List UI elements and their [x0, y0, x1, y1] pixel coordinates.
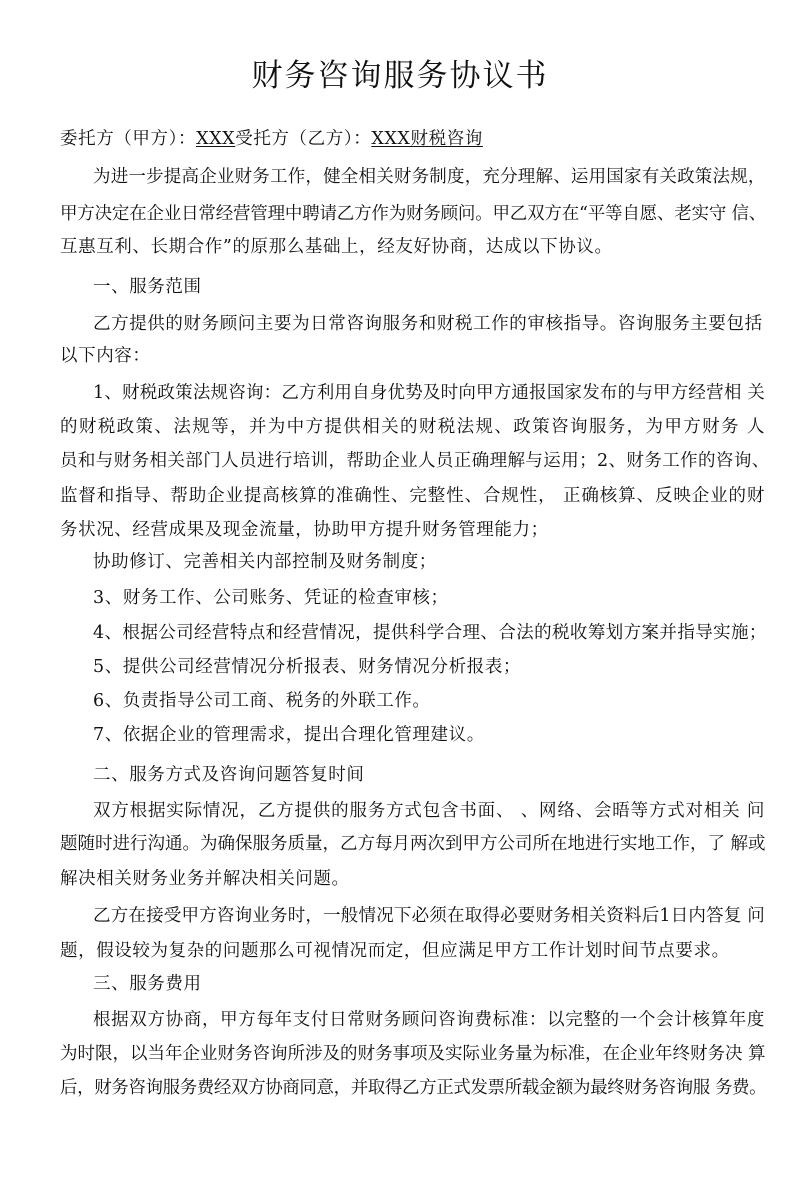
parties-line	[60, 124, 483, 154]
list-item: 3、财务工作、公司账务、凭证的检查审核；	[93, 588, 449, 608]
paragraph-line: 乙方提供的财务顾问主要为日常咨询服务和财税工作的审核指导。咨询服务主要包括	[93, 314, 763, 334]
list-item: 7、依据企业的管理需求，提出合理化管理建议。	[93, 725, 485, 745]
paragraph-line: 双方根据实际情况，乙方提供的服务方式包含书面、 、网络、会晤等方式对相关 问	[93, 801, 765, 821]
paragraph-line: 解决相关财务业务并解决相关问题。	[60, 869, 350, 889]
document-title: 财务咨询服务协议书	[251, 58, 549, 94]
list-item: 6、负责指导公司工商、税务的外联工作。	[93, 691, 431, 711]
section-heading: 三、服务费用	[93, 974, 202, 994]
paragraph-line: 员和与财务相关部门人员进行培训，帮助企业人员正确理解与运用；2、财务工作的咨询、	[60, 451, 770, 471]
list-item: 协助修订、完善相关内部控制及财务制度；	[93, 552, 437, 572]
list-item: 1、财税政策法规咨询：乙方利用自身优势及时向甲方通报国家发布的与甲方经营相 关	[93, 383, 765, 403]
list-item: 4、根据公司经营特点和经营情况，提供科学合理、合法的税收筹划方案并指导实施；	[93, 623, 767, 643]
paragraph-line: 题，假设较为复杂的问题那么可视情况而定，但应满足甲方工作计划时间节点要求。	[60, 941, 730, 961]
paragraph-line: 根据双方协商，甲方每年支付日常财务顾问咨询费标准：以完整的一个会计核算年度	[93, 1010, 765, 1030]
section-heading: 一、服务范围	[93, 277, 202, 297]
paragraph-line: 后，财务咨询服务费经双方协商同意，并取得乙方正式发票所载金额为最终财务咨询服 务费。	[60, 1078, 767, 1098]
section-heading: 二、服务方式及咨询问题答复时间	[93, 765, 365, 785]
paragraph-line: 监督和指导、帮助企业提高核算的准确性、完整性、合规性， 正确核算、反映企业的财	[60, 486, 765, 506]
paragraph-line: 以下内容：	[60, 346, 151, 366]
paragraph-line: 互惠互利、长期合作”的原那么基础上，经友好协商，达成以下协议。	[60, 237, 613, 257]
party-b-label: 受托方（乙方）：	[235, 129, 372, 149]
paragraph-line: 甲方决定在企业日常经营管理中聘请乙方作为财务顾问。甲乙双方在“平等自愿、老实守 信、	[60, 204, 767, 224]
paragraph-line: 为时限，以当年企业财务咨询所涉及的财务事项及实际业务量为标准，在企业年终财务决 算	[60, 1044, 766, 1064]
party-a-label: 委托方（甲方）：	[60, 129, 197, 149]
paragraph-line: 的财税政策、法规等，并为中方提供相关的财税法规、政策咨询服务，为甲方财务 人	[60, 417, 765, 437]
party-a-name: XXX	[196, 129, 236, 149]
paragraph-line: 务状况、经营成果及现金流量，协助甲方提升财务管理能力；	[60, 520, 549, 540]
paragraph-line: 题随时进行沟通。为确保服务质量，乙方每月两次到甲方公司所在地进行实地工作，了 解或	[60, 834, 766, 854]
paragraph-line: 乙方在接受甲方咨询业务时，一般情况下必须在取得必要财务相关资料后1日内答复 问	[93, 906, 765, 926]
party-b-name: XXX财税咨询	[371, 129, 483, 149]
paragraph-line: 为进一步提高企业财务工作，健全相关财务制度，充分理解、运用国家有关政策法规，	[93, 167, 766, 187]
list-item: 5、提供公司经营情况分析报表、财务情况分析报表；	[93, 657, 522, 677]
